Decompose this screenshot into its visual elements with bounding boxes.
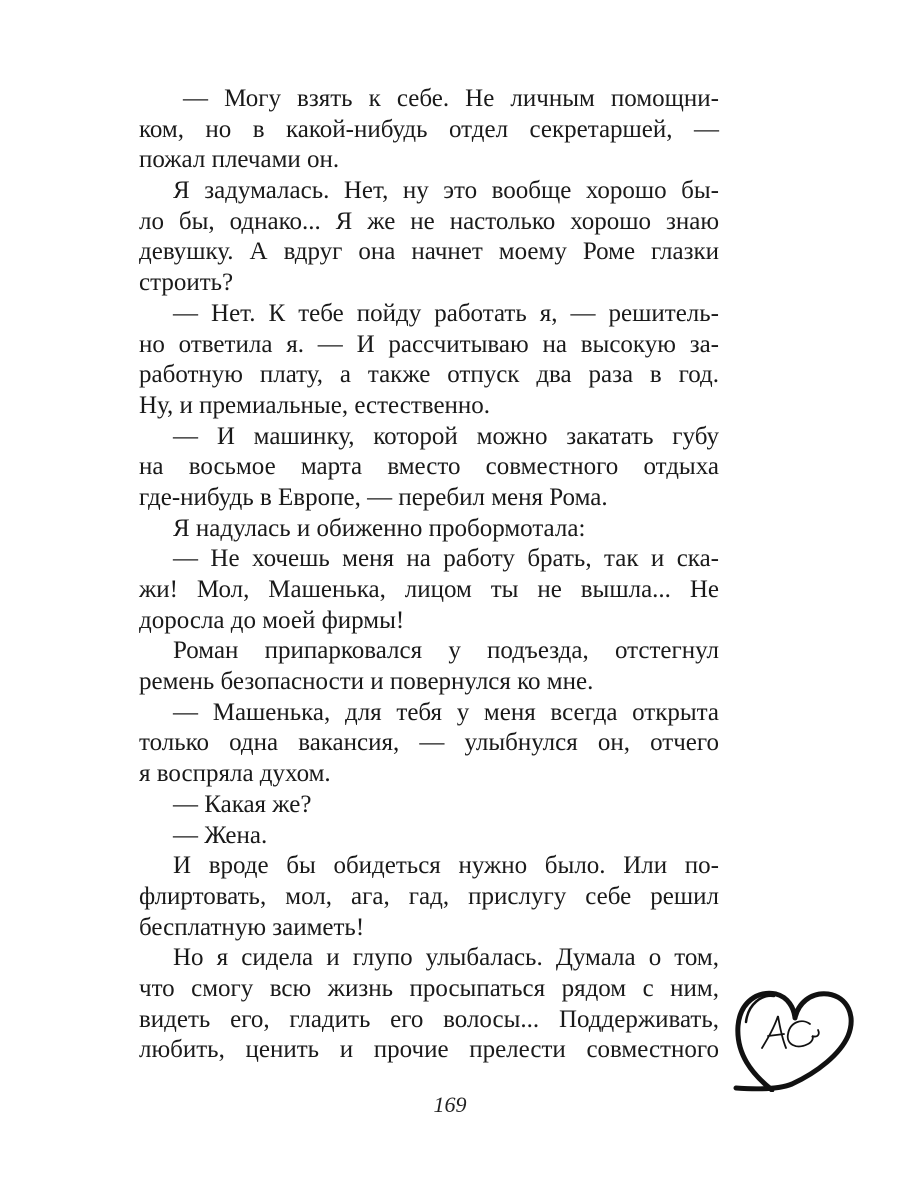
body-text xyxy=(139,84,719,1066)
text-line: ком, но в какой-нибудь отдел секретаршей, — xyxy=(139,115,719,143)
text-line: пожал плечами он. xyxy=(139,146,340,174)
text-line: И вроде бы обидеться нужно было. Или по- xyxy=(173,852,719,880)
text-line: Я надулась и обиженно пробормотала: xyxy=(173,514,586,542)
page-number: 169 xyxy=(433,1092,467,1117)
text-line: — Нет. К тебе пойду работать я, — решитель- xyxy=(173,299,719,327)
text-line: где-нибудь в Европе, — перебил меня Рома. xyxy=(139,483,608,511)
text-line: — Машенька, для тебя у меня всегда открыта xyxy=(173,698,719,726)
text-line: что смогу всю жизнь просыпаться рядом с ним, xyxy=(139,974,719,1002)
text-line: флиртовать, мол, ага, гад, прислугу себе решил xyxy=(139,882,719,910)
text-line: Роман припарковался у подъезда, отстегнул xyxy=(173,637,719,665)
text-line: бесплатную заиметь! xyxy=(139,913,365,941)
text-line: — Жена. xyxy=(173,821,268,849)
text-line: Ну, и премиальные, естественно. xyxy=(139,391,491,419)
text-line: — И машинку, которой можно закатать губу xyxy=(173,422,719,450)
text-line: на восьмое марта вместо совместного отдыха xyxy=(139,453,719,481)
text-line: работную плату, а также отпуск два раза в год. xyxy=(139,361,719,389)
text-line: Но я сидела и глупо улыбалась. Думала о том, xyxy=(173,944,719,972)
text-line: строить? xyxy=(139,269,234,297)
heart-logo-icon xyxy=(732,982,858,1092)
text-line: — Могу взять к себе. Не личным помощни- xyxy=(183,85,719,112)
text-line: — Какая же? xyxy=(173,790,312,818)
text-line: — Не хочешь меня на работу брать, так и ска- xyxy=(173,545,719,573)
text-line: я воспряла духом. xyxy=(139,760,331,788)
text-line: ло бы, однако... Я же не настолько хорошо знаю xyxy=(139,207,719,235)
text-line: видеть его, гладить его волосы... Поддерживать, xyxy=(139,1005,719,1033)
text-line: но ответила я. — И рассчитываю на высокую за- xyxy=(139,330,719,358)
text-line: Я задумалась. Нет, ну это вообще хорошо бы- xyxy=(173,177,719,205)
text-line: любить, ценить и прочие прелести совместного xyxy=(139,1036,719,1064)
text-line: жи! Мол, Машенька, лицом ты не вышла... Не xyxy=(139,576,719,603)
text-line: ремень безопасности и повернулся ко мне. xyxy=(139,668,594,696)
text-line: девушку. А вдруг она начнет моему Роме глазки xyxy=(139,238,719,266)
text-line: только одна вакансия, — улыбнулся он, отчего xyxy=(139,729,719,757)
text-line: доросла до моей фирмы! xyxy=(139,606,405,634)
